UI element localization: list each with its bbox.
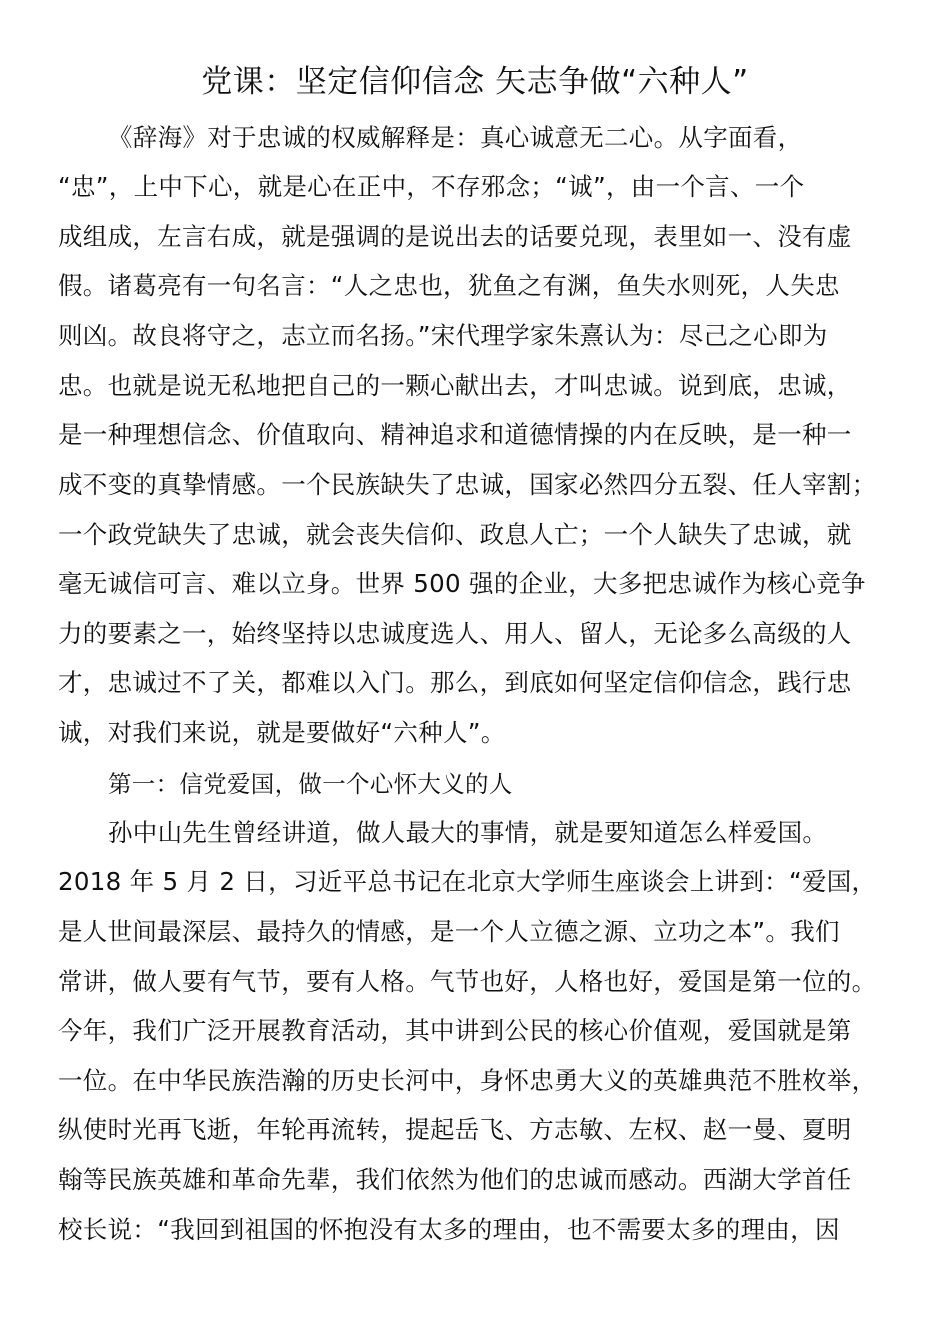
paragraph-line: 假。诸葛亮有一句名言：“人之忠也，犹鱼之有渊，鱼失水则死，人失忠 (58, 271, 840, 300)
paragraph-line: 校长说：“我回到祖国的怀抱没有太多的理由，也不需要太多的理由，因 (58, 1215, 840, 1244)
paragraph-line: 力的要素之一，始终坚持以忠诚度选人、用人、留人，无论多么高级的人 (58, 619, 852, 648)
paragraph-line: 是一种理想信念、价值取向、精神追求和道德情操的内在反映，是一种一 (58, 420, 852, 449)
paragraph-line: 常讲，做人要有气节，要有人格。气节也好，人格也好，爱国是第一位的。 (58, 967, 877, 996)
document-title: 党课：坚定信仰信念 矢志争做“六种人” (201, 64, 749, 100)
paragraph-line: 是人世间最深层、最持久的情感，是一个人立德之源、立功之本”。我们 (58, 917, 840, 946)
paragraph-line: 《辞海》对于忠诚的权威解释是：真心诚意无二心。从字面看， (108, 123, 803, 152)
paragraph-line: 翰等民族英雄和革命先辈，我们依然为他们的忠诚而感动。西湖大学首任 (58, 1165, 852, 1194)
paragraph-line: 纵使时光再飞逝，年轮再流转，提起岳飞、方志敏、左权、赵一曼、夏明 (58, 1115, 852, 1144)
paragraph-line: “忠”，上中下心，就是心在正中，不存邪念；“诚”，由一个言、一个 (58, 172, 805, 201)
paragraph-line: 则凶。故良将守之，志立而名扬。”宋代理学家朱熹认为：尽己之心即为 (58, 321, 828, 350)
paragraph-line: 才，忠诚过不了关，都难以入门。那么，到底如何坚定信仰信念，践行忠 (58, 668, 852, 697)
paragraph-line: 成组成，左言右成，就是强调的是说出去的话要兑现，表里如一、没有虚 (58, 222, 852, 251)
paragraph-line: 一位。在中华民族浩瀚的历史长河中，身怀忠勇大义的英雄典范不胜枚举， (58, 1066, 877, 1095)
paragraph-line: 忠。也就是说无私地把自己的一颗心献出去，才叫忠诚。说到底，忠诚， (58, 371, 852, 400)
paragraph-line: 孙中山先生曾经讲道，做人最大的事情，就是要知道怎么样爱国。 (108, 818, 828, 847)
paragraph-line: 毫无诚信可言、难以立身。世界 500 强的企业，大多把忠诚作为核心竞争 (58, 569, 866, 598)
paragraph-line: 今年，我们广泛开展教育活动，其中讲到公民的核心价值观，爱国就是第 (58, 1016, 852, 1045)
paragraph-line: 诚，对我们来说，就是要做好“六种人”。 (58, 718, 506, 747)
paragraph-line: 一个政党缺失了忠诚，就会丧失信仰、政息人亡；一个人缺失了忠诚，就 (58, 520, 852, 549)
paragraph-line: 成不变的真挚情感。一个民族缺失了忠诚，国家必然四分五裂、任人宰割； (58, 470, 877, 499)
section-heading: 第一：信党爱国，做一个心怀大义的人 (108, 770, 513, 798)
paragraph-line: 2018 年 5 月 2 日，习近平总书记在北京大学师生座谈会上讲到：“爱国， (58, 867, 877, 896)
